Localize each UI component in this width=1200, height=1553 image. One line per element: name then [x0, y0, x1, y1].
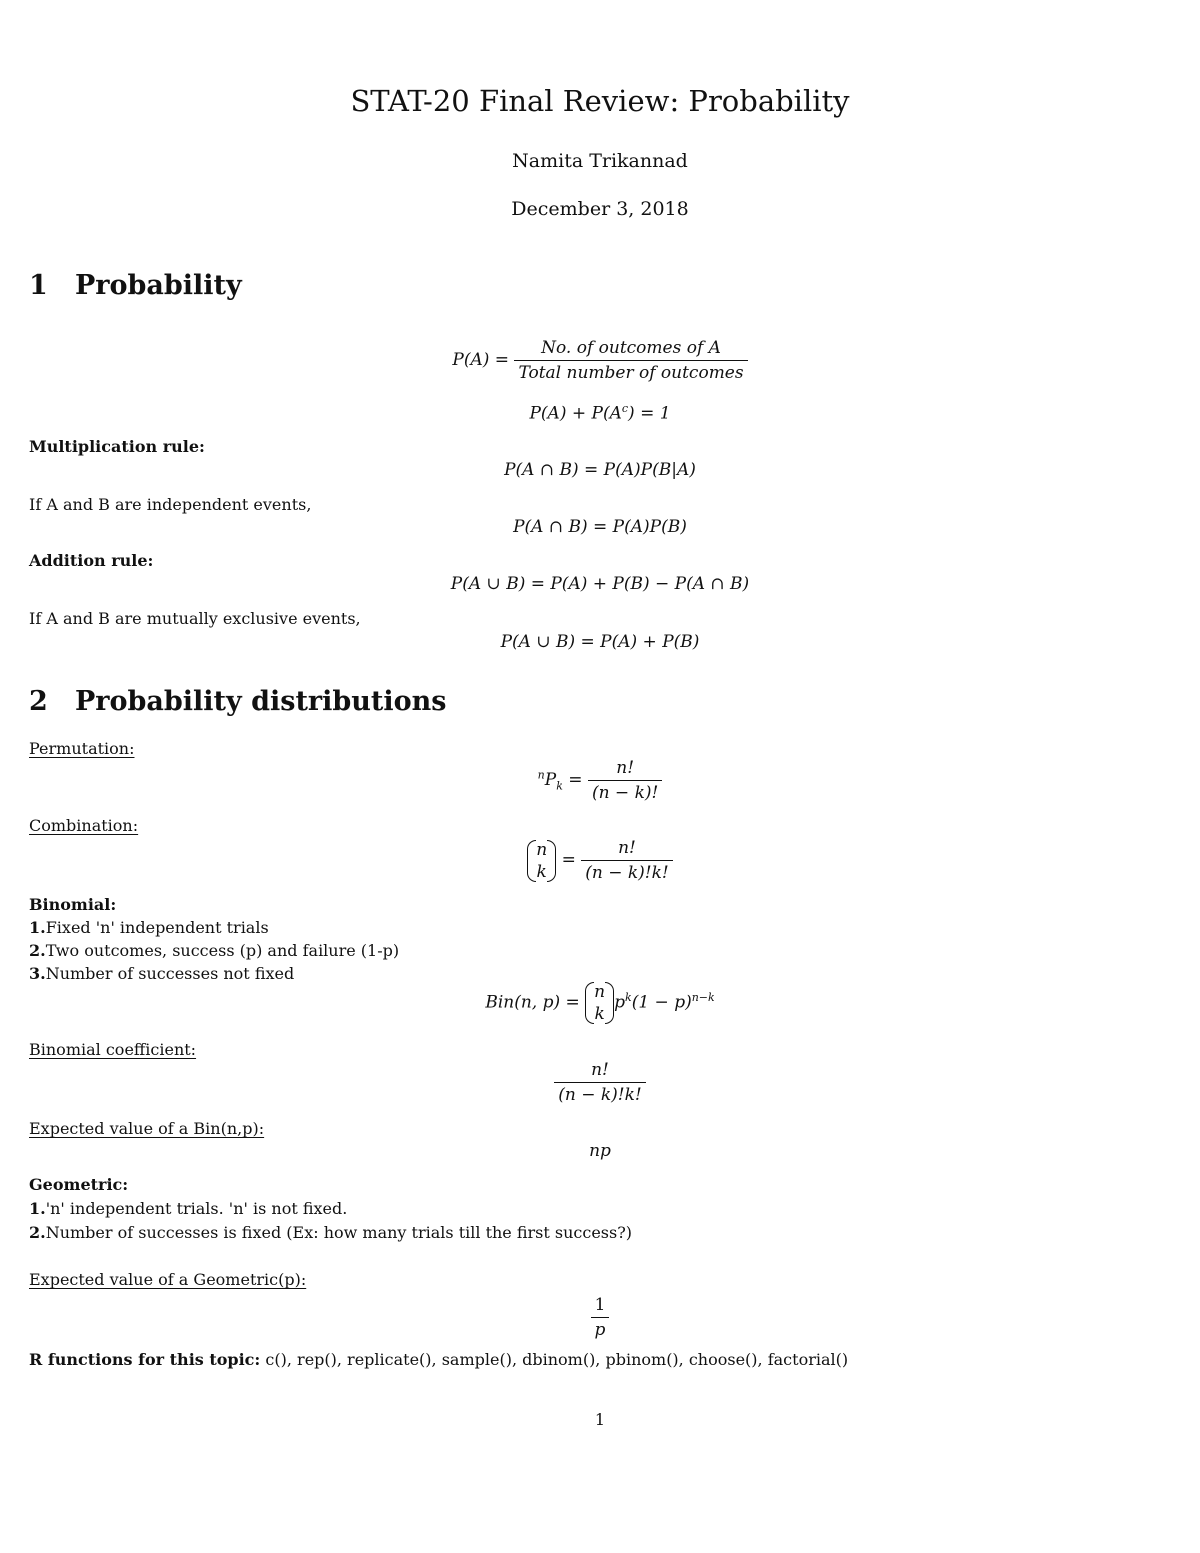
- equation-lhs: Bin(n, p) =: [485, 992, 580, 1013]
- list-item-number: 2.: [29, 941, 46, 960]
- fraction: [554, 1058, 646, 1107]
- numerator: 1: [591, 1293, 610, 1318]
- expected-value-binomial-equation: np: [589, 1141, 611, 1161]
- q-exponent: n−k: [691, 990, 715, 1004]
- denominator: (n − k)!k!: [585, 863, 669, 883]
- list-item-number: 3.: [29, 964, 46, 983]
- list-item: [29, 1223, 632, 1242]
- binomial-label: Binomial:: [29, 895, 117, 914]
- r-functions-list: c(), rep(), replicate(), sample(), dbinom(), pbinom(), choose(), factorial(): [265, 1350, 849, 1369]
- denominator: Total number of outcomes: [518, 363, 744, 383]
- r-functions-label: R functions for this topic:: [29, 1350, 261, 1369]
- binom-bottom: k: [536, 861, 547, 882]
- binomial-coefficient-label: Binomial coefficient:: [29, 1040, 197, 1059]
- binom-bottom: k: [594, 1004, 605, 1024]
- section-2-heading: [29, 686, 447, 717]
- numerator: n!: [581, 836, 673, 861]
- complement-lhs: P(A) + P(A: [529, 403, 622, 424]
- expected-value-binomial-label: Expected value of a Bin(n,p):: [29, 1119, 265, 1138]
- list-item-number: 1.: [29, 918, 46, 937]
- list-item-text: Number of successes is fixed (Ex: how many trials till the first success?): [45, 1223, 633, 1242]
- geometric-label: Geometric:: [29, 1175, 129, 1194]
- list-item: [29, 918, 269, 937]
- binomial-distribution-equation: [0, 981, 1200, 1025]
- numerator: n!: [588, 756, 662, 781]
- complement-equation: [0, 402, 1200, 424]
- list-item-number: 1.: [29, 1199, 46, 1218]
- list-item: [29, 941, 399, 960]
- section-number: 2: [29, 686, 48, 717]
- section-title: Probability distributions: [75, 686, 447, 717]
- list-item-number: 2.: [29, 1223, 46, 1242]
- perm-subscript: k: [556, 779, 563, 793]
- binomial-symbol: [585, 981, 614, 1025]
- permutation-equation: [0, 756, 1200, 805]
- list-item: [29, 1199, 347, 1218]
- section-number: 1: [29, 270, 48, 301]
- binom-top: n: [536, 839, 548, 860]
- r-functions-line: [29, 1350, 848, 1369]
- addition-rule-equation: P(A ∪ B) = P(A) + P(B) − P(A ∩ B): [450, 574, 750, 594]
- list-item-text: Fixed 'n' independent trials: [45, 918, 269, 937]
- document-author: Namita Trikannad: [512, 150, 688, 172]
- perm-superscript: n: [537, 768, 545, 782]
- binomial-coefficient-equation: [0, 1058, 1200, 1107]
- p-exponent: k: [625, 990, 632, 1004]
- probability-definition-equation: [0, 336, 1200, 385]
- mutually-exclusive-text: If A and B are mutually exclusive events,: [29, 609, 361, 628]
- multiplication-rule-equation: P(A ∩ B) = P(A)P(B|A): [504, 460, 696, 480]
- fraction: [588, 756, 662, 805]
- equation-lhs: P(A) =: [452, 350, 510, 370]
- section-1-heading: [29, 270, 242, 301]
- q-term: (1 − p): [631, 992, 692, 1013]
- independent-events-text: If A and B are independent events,: [29, 495, 312, 514]
- list-item-text: Number of successes not fixed: [45, 964, 295, 983]
- complement-superscript: c: [621, 402, 629, 415]
- expected-value-geometric-equation: [0, 1293, 1200, 1342]
- denominator: (n − k)!: [591, 783, 659, 803]
- p-term: p: [614, 992, 626, 1013]
- numerator: n!: [554, 1058, 646, 1083]
- fraction: [514, 336, 747, 385]
- fraction: [591, 1293, 610, 1342]
- independent-events-equation: P(A ∩ B) = P(A)P(B): [513, 517, 687, 537]
- combination-label: Combination:: [29, 816, 139, 835]
- addition-rule-label: Addition rule:: [29, 551, 154, 570]
- multiplication-rule-label: Multiplication rule:: [29, 437, 205, 456]
- binom-top: n: [594, 982, 606, 1002]
- perm-symbol: P: [544, 770, 557, 790]
- equals-sign: =: [561, 850, 576, 870]
- complement-rhs: ) = 1: [628, 403, 671, 424]
- denominator: (n − k)!k!: [558, 1085, 642, 1105]
- list-item-text: Two outcomes, success (p) and failure (1-p): [45, 941, 400, 960]
- fraction: [581, 836, 673, 885]
- binomial-symbol: [527, 839, 556, 883]
- expected-value-geometric-label: Expected value of a Geometric(p):: [29, 1270, 307, 1289]
- document-title: STAT-20 Final Review: Probability: [350, 84, 850, 118]
- denominator: p: [594, 1320, 606, 1340]
- list-item-text: 'n' independent trials. 'n' is not fixed.: [45, 1199, 348, 1218]
- combination-equation: [0, 836, 1200, 885]
- equals-sign: =: [568, 770, 583, 790]
- page-number: 1: [594, 1410, 606, 1429]
- mutually-exclusive-equation: P(A ∪ B) = P(A) + P(B): [500, 632, 700, 652]
- document-date: December 3, 2018: [511, 198, 689, 220]
- numerator: No. of outcomes of A: [514, 336, 747, 361]
- section-title: Probability: [75, 270, 242, 301]
- permutation-label: Permutation:: [29, 739, 135, 758]
